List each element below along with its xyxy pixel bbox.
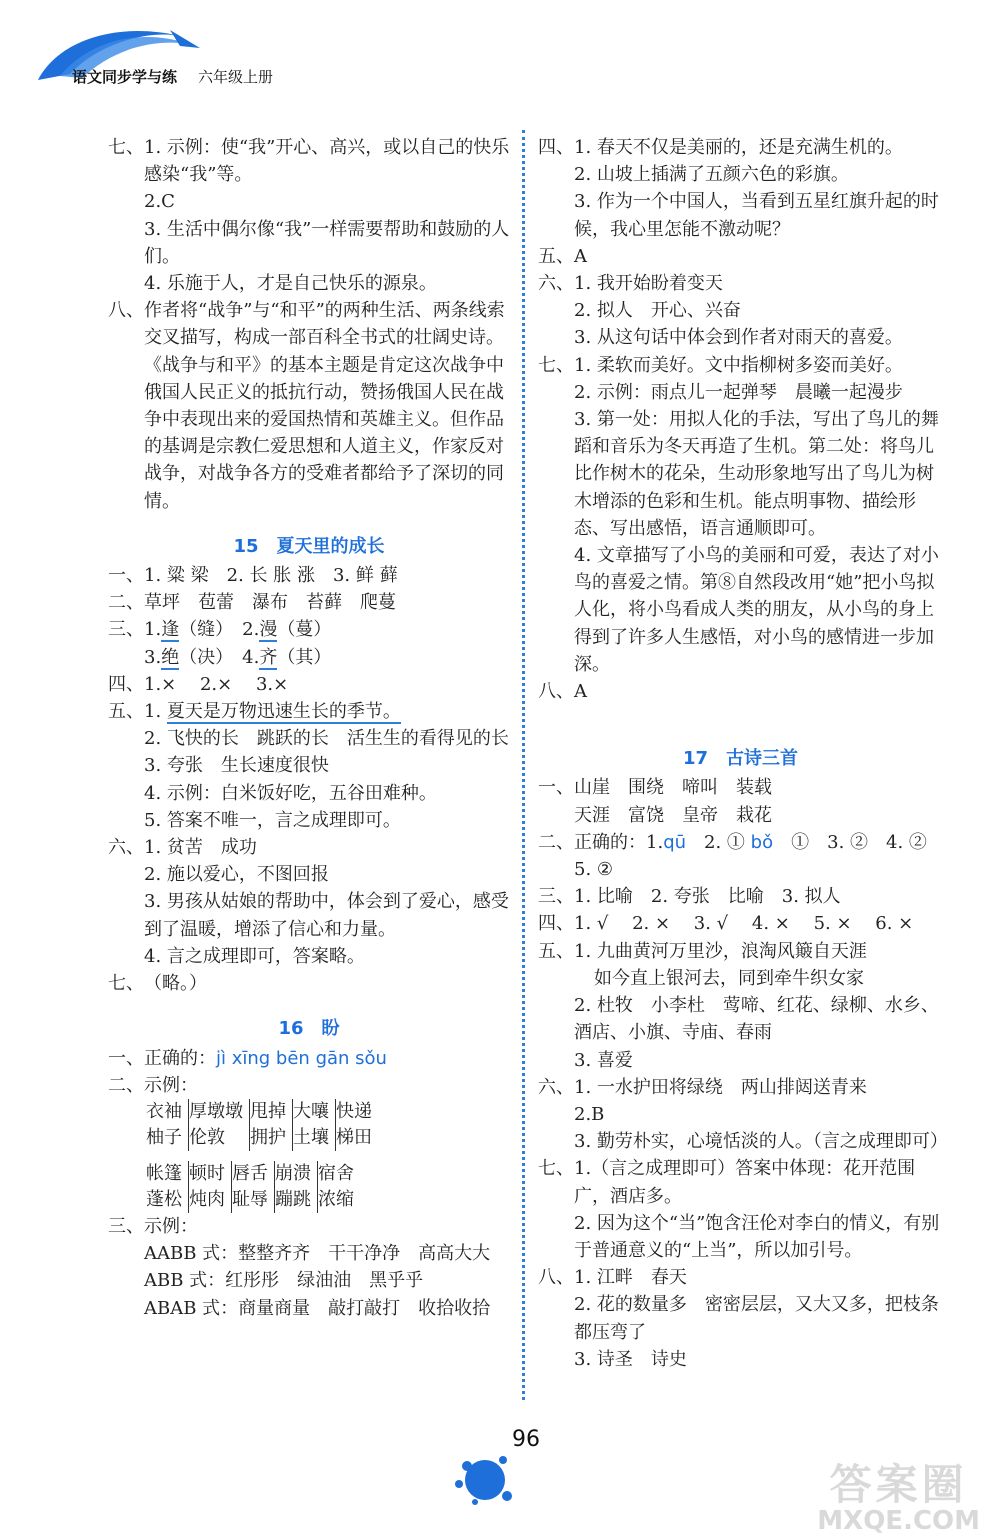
right-column bbox=[538, 134, 948, 1373]
s16-answer-3: 三、 示例： AABB 式：整整齐齐 干干净净 高高大大 ABB 式：红彤彤 绿油油 黑乎乎 ABAB 式：商量商量 敲打敲打 收拾收拾 bbox=[108, 1215, 491, 1319]
watermark: 答案圈 MXQE.COM bbox=[817, 1460, 980, 1536]
s15-answer-5: 五、 1. 夏天是万物迅速生长的季节。 2. 飞快的长 跳跃的长 活生生的看得见的长 3. 夸张 生长速度很快 4. 示例：白米饭好吃，五谷田难种。 5. 答案不唯一，言之成理即可。 bbox=[108, 701, 509, 831]
answer-7: 七、 1. 示例：使“我”开心、高兴，或以自己的快乐感染“我”等。 2.C 3. 生活中偶尔像“我”一样需要帮助和鼓励的人们。 4. 乐施于人，才是自己快乐的源泉。 bbox=[108, 137, 510, 295]
grade-label: 六年级上册 bbox=[198, 68, 274, 86]
column-divider bbox=[522, 130, 525, 1400]
section-title-17: 17 古诗三首 bbox=[682, 748, 799, 770]
page-number: 96 bbox=[512, 1427, 540, 1452]
s17-answer-5: 五、 1. 九曲黄河万里沙，浪淘风簸自天涯 如今直上银河去，同到牵牛织女家 2. 杜牧 小李杜 莺啼、红花、绿柳、水乡、酒店、小旗、寺庙、春雨 3. 喜爱 bbox=[538, 940, 939, 1071]
s17-answer-8: 八、 1. 江畔 春天 2. 花的数量多 密密层层，又大又多，把枝条都压弯了 3. 诗圣 诗史 bbox=[538, 1267, 939, 1370]
answer-7r: 七、 1. 柔软而美好。文中指柳树多姿而美好。 2. 示例：雨点儿一起弹琴 晨曦一起漫步 3. 第一处：用拟人化的手法，写出了鸟儿的舞蹈和音乐为冬天再造了生机。第二处：将鸟儿比作树木的花朵，生动形象地写出了鸟儿为树木增添的色彩和生机。能点明事物、描绘形态、写出感悟，语言通顺即可。 4. 文章描写了小鸟的美丽和可爱，表达了对小鸟的喜爱之情。第⑧自然段改用“她”把小鸟拟人化，将小鸟看成人类的朋友，从小鸟的身上得到了许多人生感悟，对小鸟的感情进一步加深。 bbox=[538, 354, 939, 675]
answer-6: 六、 1. 我开始盼着变天 2. 拟人 开心、兴奋 3. 从这句话中体会到作者对雨天的喜爱。 bbox=[538, 273, 903, 349]
section-title-16: 16 盼 bbox=[278, 1018, 340, 1040]
s17-answer-6: 六、 1. 一水护田将绿绕 两山排闼送青来 2.B 3. 勤劳朴实，心境恬淡的人。（言之成理即可） bbox=[538, 1076, 948, 1153]
s15-answer-6: 六、 1. 贫苦 成功 2. 施以爱心，不图回报 3. 男孩从姑娘的帮助中，体会到了爱心，感受到了温暖，增添了信心和力量。 4. 言之成理即可，答案略。 bbox=[108, 837, 509, 967]
s15-answer-1: 一、 1. 粱 梁 2. 长 胀 涨 3. 鲜 藓 bbox=[108, 565, 398, 587]
s16-answer-2: 二、 示例： bbox=[108, 1074, 198, 1096]
word-grid: 衣袖 厚墩墩 甩掉 大嚷 快递 柚子 伦敦 拥护 土壤 梯田 帐篷 顿时 唇舌 崩溃 宿舍 蓬松 炖肉 耻辱 蹦跳 浓缩 bbox=[108, 1099, 510, 1213]
book-title: 语文同步学与练 bbox=[72, 68, 178, 86]
s17-answer-7: 七、 1.（言之成理即可）答案中体现：花开范围广，酒店多。 2. 因为这个“当”饱含汪伦对李白的情义，有别于普通意义的“上当”，所以加引号。 bbox=[538, 1158, 940, 1261]
s16-answer-1: 一、 正确的：jì xīng bēn gān sǒu bbox=[108, 1047, 387, 1069]
s15-answer-2: 二、 草坪 苞蕾 瀑布 苔藓 爬蔓 bbox=[108, 592, 396, 614]
ink-splash-icon bbox=[445, 1440, 565, 1510]
answer-4: 四、 1. 春天不仅是美丽的，还是充满生机的。 2. 山坡上插满了五颜六色的彩旗。 3. 作为一个中国人，当看到五星红旗升起的时候，我心里怎能不激动呢？ bbox=[538, 137, 939, 240]
answer-8r: 八、 A bbox=[538, 681, 587, 703]
s15-answer-7: 七、 （略。） bbox=[108, 973, 207, 995]
left-column bbox=[108, 134, 510, 1322]
section-title-15: 15 夏天里的成长 bbox=[233, 535, 385, 557]
s17-answer-1: 一、 山崖 围绕 啼叫 装载 天涯 富饶 皇帝 栽花 bbox=[538, 777, 772, 826]
answer-8: 八、 作者将“战争”与“和平”的两种生活、两条线索交叉描写，构成一部百科全书式的壮阔史诗。《战争与和平》的基本主题是肯定这次战争中俄国人民正义的抵抗行动，赞扬俄国人民在战争中表现出来的爱国热情和英雄主义。但作品的基调是宗教仁爱思想和人道主义，作家反对战争，对战争各方的受难者都给予了深切的同情。 bbox=[108, 300, 505, 512]
s17-answer-2: 二、 正确的：1.qū 2. ① bǒ ① 3. ② 4. ② 5. ② bbox=[538, 831, 927, 881]
s17-answer-3: 三、 1. 比喻 2. 夸张 比喻 3. 拟人 bbox=[538, 886, 841, 908]
s15-answer-3: 三、 1.逢（缝） 2.漫（蔓） 3.绝（决） 4.齐（其） bbox=[108, 619, 332, 668]
answer-5: 五、 A bbox=[538, 245, 587, 267]
s15-answer-4: 四、 1.× 2.× 3.× bbox=[108, 673, 289, 695]
s17-answer-4: 四、 1. √ 2. × 3. √ 4. × 5. × 6. × bbox=[538, 913, 914, 935]
page-header bbox=[30, 18, 430, 98]
